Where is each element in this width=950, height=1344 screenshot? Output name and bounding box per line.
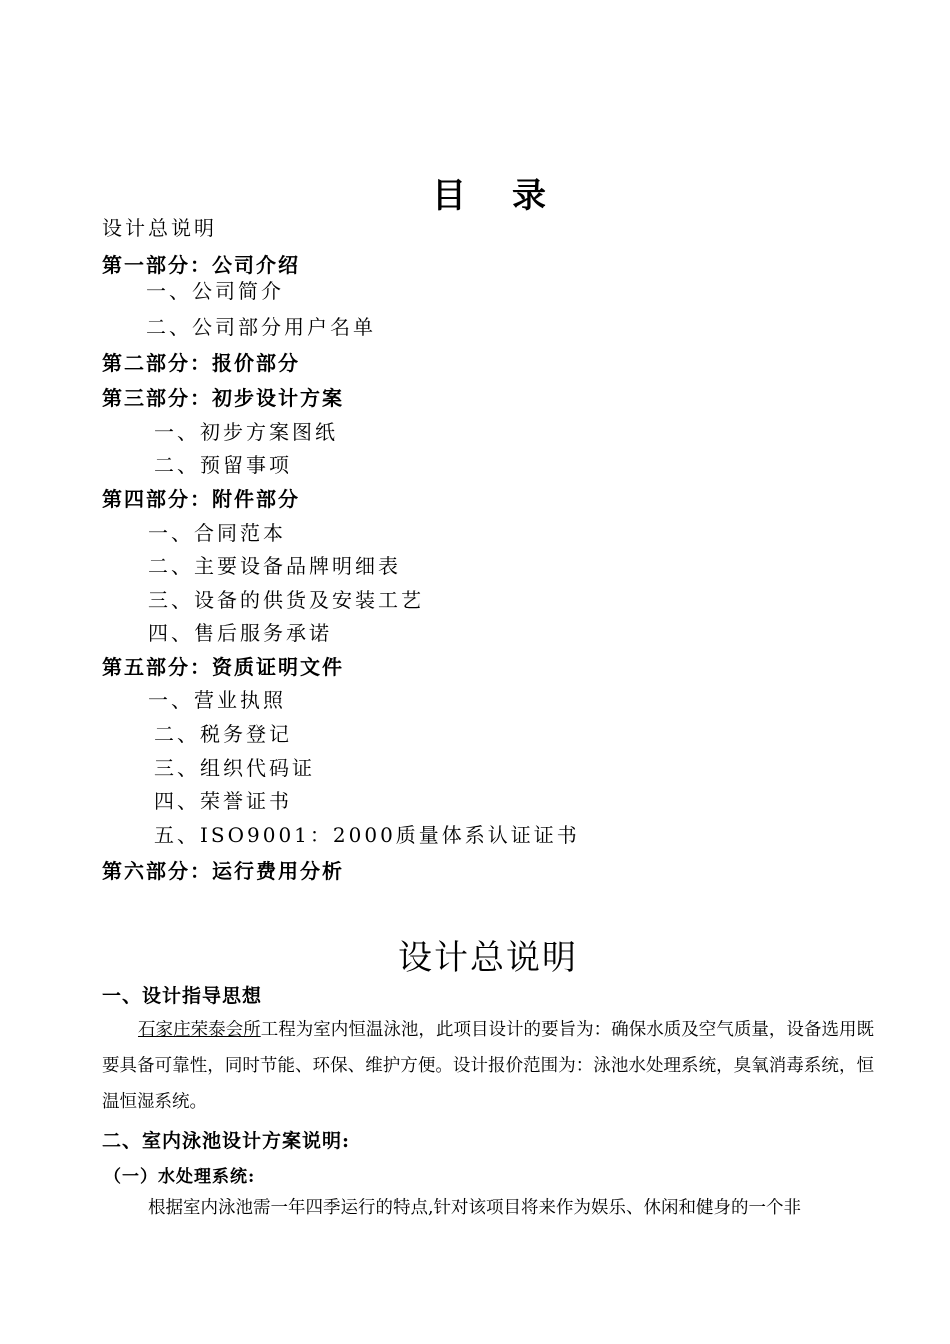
toc-title (0, 168, 950, 217)
paragraph-body: 根据室内泳池需一年四季运行的特点,针对该项目将来作为娱乐、休闲和健身的一个非 (148, 1198, 802, 1218)
toc-title-char-2: 录 (512, 176, 548, 216)
heading-design-philosophy: 一、设计指导思想 (102, 985, 263, 1007)
toc-item-client-list[interactable]: 二、公司部分用户名单 (146, 315, 376, 339)
toc-item-tax-registration[interactable]: 二、税务登记 (154, 722, 292, 746)
toc-item-after-sales[interactable]: 四、售后服务承诺 (148, 621, 332, 645)
toc-item-equipment-brands[interactable]: 二、主要设备品牌明细表 (148, 554, 401, 578)
paragraph-design-philosophy (102, 1012, 874, 1120)
toc-title-char-1: 目 (432, 176, 468, 216)
heading-water-treatment: （一）水处理系统: (104, 1167, 256, 1187)
paragraph-water-treatment (102, 1190, 874, 1226)
project-name: 石家庄荣泰会所 (138, 1020, 261, 1040)
toc-entry-design-overview[interactable]: 设计总说明 (102, 216, 217, 240)
toc-part-4[interactable]: 第四部分：附件部分 (102, 487, 300, 511)
paragraph-body: 工程为室内恒温泳池，此项目设计的要旨为：确保水质及空气质量，设备选用既要具备可靠性，同时节能、环保、维护方便。设计报价范围为：泳池水处理系统，臭氧消毒系统，恒温恒湿系统。 (102, 1020, 875, 1112)
toc-item-business-license[interactable]: 一、营业执照 (148, 688, 286, 712)
toc-item-company-profile[interactable]: 一、公司简介 (146, 279, 284, 303)
toc-part-1[interactable]: 第一部分：公司介绍 (102, 253, 300, 277)
toc-item-preliminary-drawings[interactable]: 一、初步方案图纸 (154, 420, 338, 444)
toc-part-5[interactable]: 第五部分：资质证明文件 (102, 655, 344, 679)
toc-part-3[interactable]: 第三部分：初步设计方案 (102, 386, 344, 410)
toc-part-2[interactable]: 第二部分：报价部分 (102, 351, 300, 375)
toc-item-iso-cert[interactable]: 五、ISO9001：2000质量体系认证证书 (154, 823, 580, 847)
toc-item-honors[interactable]: 四、荣誉证书 (154, 789, 292, 813)
toc-part-6[interactable]: 第六部分：运行费用分析 (102, 859, 344, 883)
toc-item-org-code[interactable]: 三、组织代码证 (154, 756, 315, 780)
section-title: 设计总说明 (398, 938, 578, 978)
toc-item-reserved-items[interactable]: 二、预留事项 (154, 453, 292, 477)
heading-indoor-pool-plan: 二、室内泳池设计方案说明: (102, 1130, 351, 1152)
toc-item-supply-install[interactable]: 三、设备的供货及安装工艺 (148, 588, 424, 612)
toc-item-contract-template[interactable]: 一、合同范本 (148, 521, 286, 545)
